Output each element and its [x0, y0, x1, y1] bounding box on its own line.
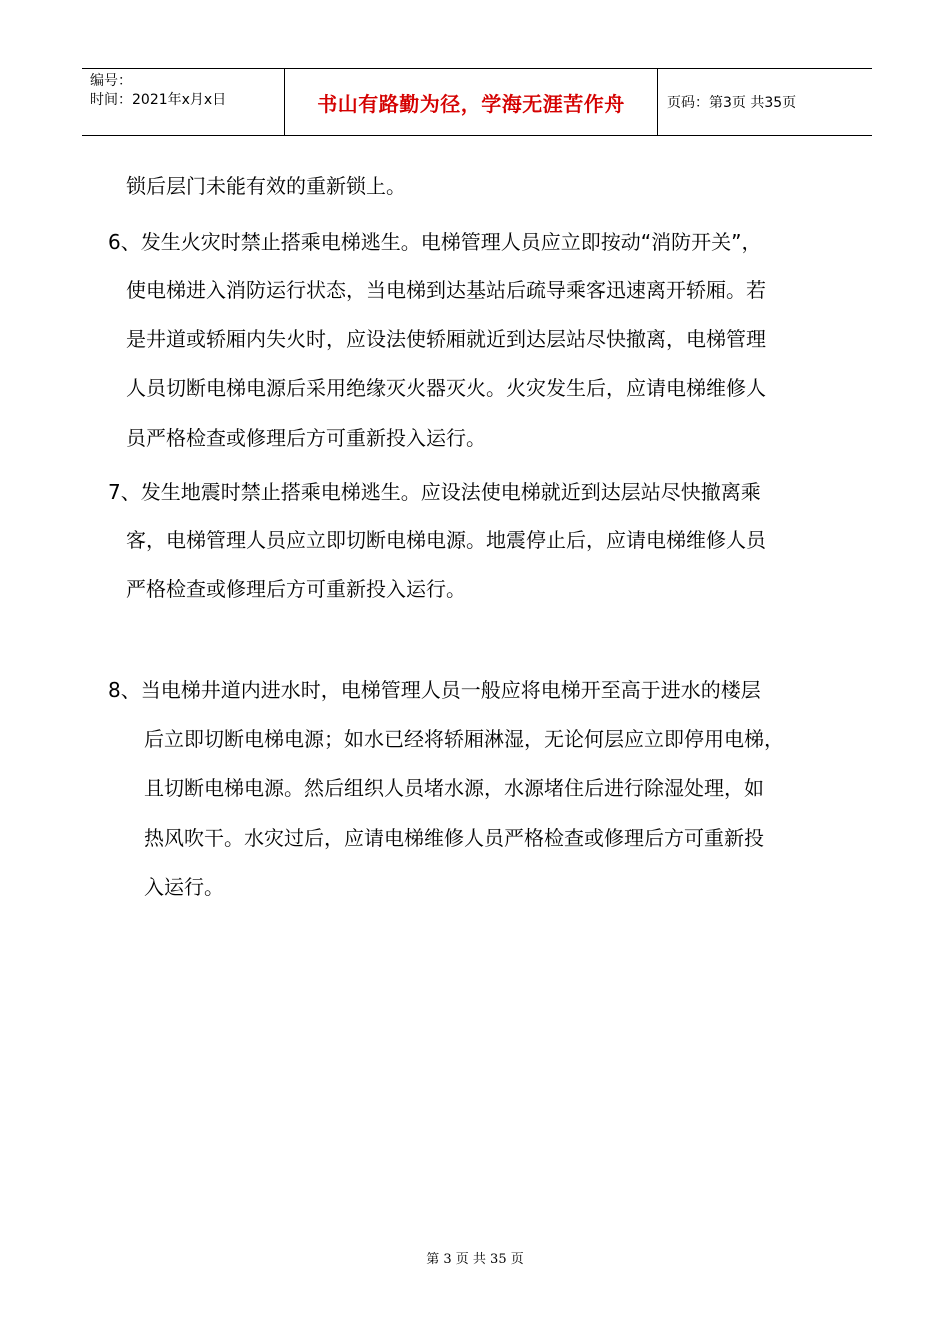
body-line: 使电梯进入消防运行状态，当电梯到达基站后疏导乘客迅速离开轿厢。若	[126, 278, 766, 302]
body-line: 严格检查或修理后方可重新投入运行。	[126, 577, 466, 601]
header-page-cell	[658, 69, 872, 135]
page-footer: 第 3 页 共 35 页	[426, 1252, 524, 1267]
body-line: 客，电梯管理人员应立即切断电梯电源。地震停止后，应请电梯维修人员	[126, 528, 766, 552]
document-code-label: 编号：	[90, 73, 132, 89]
header-meta-cell	[82, 69, 284, 135]
body-line: 是井道或轿厢内失火时，应设法使轿厢就近到达层站尽快撤离，电梯管理	[126, 327, 766, 351]
header-table	[82, 68, 872, 136]
body-line: 且切断电梯电源。然后组织人员堵水源，水源堵住后进行除湿处理，如	[144, 776, 764, 800]
body-line: 人员切断电梯电源后采用绝缘灭火器灭火。火灾发生后，应请电梯维修人	[126, 376, 766, 400]
body-line: 7、发生地震时禁止搭乘电梯逃生。应设法使电梯就近到达层站尽快撤离乘	[108, 480, 761, 504]
body-line: 热风吹干。水灾过后，应请电梯维修人员严格检查或修理后方可重新投	[144, 826, 764, 850]
body-line: 锁后层门未能有效的重新锁上。	[126, 174, 406, 198]
header-motto: 书山有路勤为径，学海无涯苦作舟	[317, 91, 625, 116]
body-line: 员严格检查或修理后方可重新投入运行。	[126, 426, 486, 450]
header-page-info: 页码：第3页 共35页	[667, 95, 797, 111]
body-line: 6、发生火灾时禁止搭乘电梯逃生。电梯管理人员应立即按动“消防开关”，	[108, 230, 762, 254]
body-line: 后立即切断电梯电源；如水已经将轿厢淋湿，无论何层应立即停用电梯，	[144, 727, 784, 751]
body-line: 8、当电梯井道内进水时，电梯管理人员一般应将电梯开至高于进水的楼层	[108, 678, 761, 702]
document-date-label: 时间：2021年x月x日	[90, 92, 227, 108]
header-motto-cell	[284, 69, 658, 135]
body-line: 入运行。	[144, 875, 224, 899]
